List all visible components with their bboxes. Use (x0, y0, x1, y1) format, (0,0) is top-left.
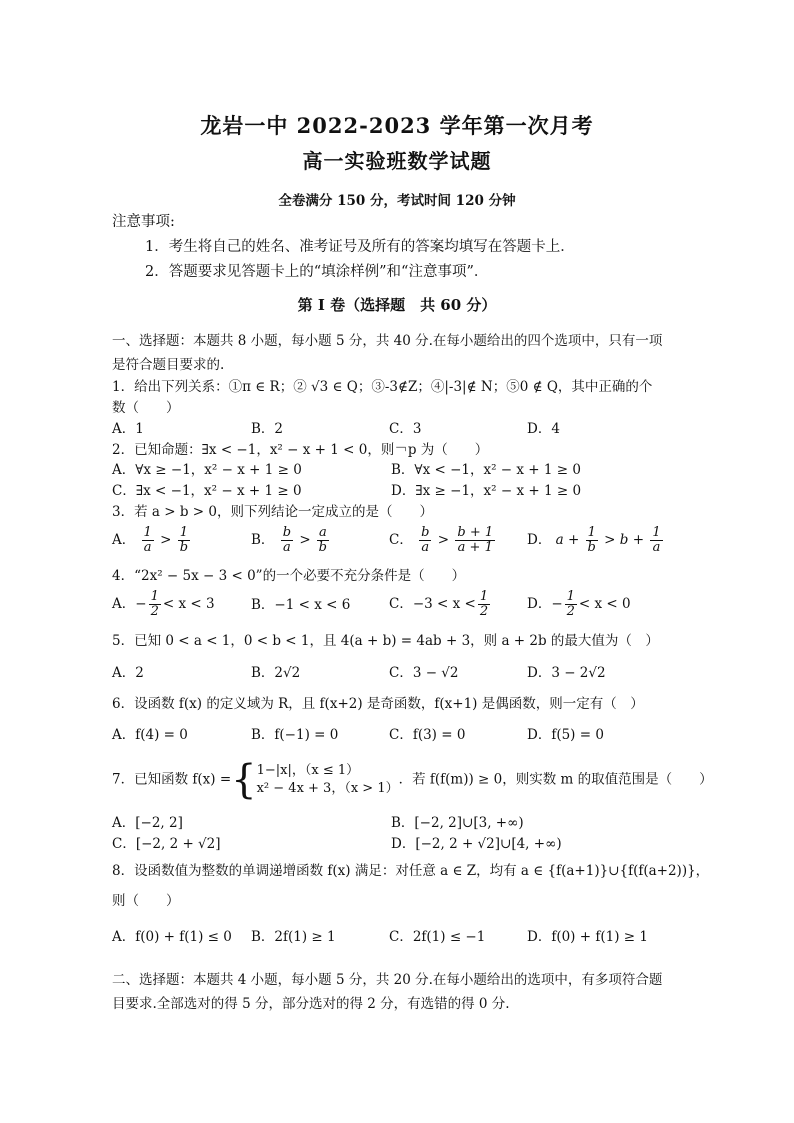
q8-option-b: B．2f(1) ≥ 1 (251, 929, 336, 945)
q6-option-a: A．f(4) = 0 (112, 727, 188, 743)
section1-intro-line2: 是符合题目要求的. (112, 357, 225, 373)
q5-stem: 5．已知 0 < a < 1，0 < b < 1，且 4(a + b) = 4ab + 3，则 a + 2b 的最大值为（ ） (112, 633, 659, 649)
q2-option-a: A．∀x ≥ −1，x² − x + 1 ≥ 0 (112, 462, 302, 478)
q1-option-a: A．1 (112, 421, 144, 437)
section2-intro-line2: 目要求.全部选对的得 5 分，部分选对的得 2 分，有选错的得 0 分. (112, 996, 510, 1012)
q4-option-b: B．−1 < x < 6 (251, 597, 351, 613)
q6-stem: 6．设函数 f(x) 的定义域为 R，且 f(x+2) 是奇函数，f(x+1) 是偶函数，则一定有（ ） (112, 696, 644, 712)
q2-option-d: D．∃x ≥ −1，x² − x + 1 ≥ 0 (391, 483, 582, 499)
q6-option-d: D．f(5) = 0 (527, 727, 604, 743)
notice-heading: 注意事项: (112, 214, 175, 230)
q3-option-d: D． a + $\frac{1}{b}$ > b + $\frac{1}{a}$ (527, 525, 661, 555)
q8-stem-line1: 8．设函数值为整数的单调递增函数 f(x) 满足：对任意 a ∈ Z，均有 a ∈ {f(a+1)}∪{f(f(a+2))}， (112, 863, 710, 879)
q1-option-b: B．2 (251, 421, 284, 437)
q7-option-c: C．[−2, 2 + √2] (112, 836, 221, 852)
q3-option-a: A． $\frac{1}{a}$ > $\frac{1}{b}$ (112, 525, 189, 555)
q8-option-c: C．2f(1) ≤ −1 (389, 929, 486, 945)
exam-subtitle: 高一实验班数学试题 (302, 149, 492, 173)
q3-option-b: B． $\frac{b}{a}$ > $\frac{a}{b}$ (251, 525, 327, 555)
q5-option-d: D．3 − 2√2 (527, 665, 606, 681)
q4-stem: 4．“2x² − 5x − 3 < 0”的一个必要不充分条件是（ ） (112, 568, 466, 584)
q4-option-a: A．− $\frac{1}{2}$ < x < 3 (112, 589, 215, 619)
q8-option-a: A．f(0) + f(1) ≤ 0 (112, 929, 232, 945)
q8-option-d: D．f(0) + f(1) ≥ 1 (527, 929, 648, 945)
section1-intro-line1: 一、选择题：本题共 8 小题，每小题 5 分，共 40 分.在每小题给出的四个选项中，只有一项 (112, 333, 663, 349)
q4-option-d: D．− $\frac{1}{2}$ < x < 0 (527, 589, 631, 619)
section2-intro-line1: 二、选择题：本题共 4 小题，每小题 5 分，共 20 分.在每小题给出的选项中，有多项符合题 (112, 972, 663, 988)
q5-option-c: C．3 − √2 (389, 665, 459, 681)
q4-option-c: C．−3 < x < $\frac{1}{2}$ (389, 589, 489, 619)
q7-option-d: D．[−2, 2 + √2]∪[4, +∞) (391, 836, 562, 852)
q3-stem: 3．若 a > b > 0，则下列结论一定成立的是（ ） (112, 504, 433, 520)
q7-option-b: B．[−2, 2]∪[3, +∞) (391, 815, 524, 831)
notice-item-1: 1．考生将自己的姓名、准考证号及所有的答案均填写在答题卡上． (145, 239, 575, 255)
q1-stem-line1: 1．给出下列关系：①π ∈ R；② √3 ∈ Q；③-3∉Z；④|-3|∉ N；⑤0 ∉ Q，其中正确的个 (112, 379, 653, 395)
notice-item-2: 2．答题要求见答题卡上的“填涂样例”和“注意事项”． (145, 264, 489, 280)
part1-title: 第 I 卷（选择题 共 60 分） (297, 296, 497, 314)
q1-option-d: D．4 (527, 421, 560, 437)
q7-option-a: A．[−2, 2] (112, 815, 183, 831)
q6-option-b: B．f(−1) = 0 (251, 727, 339, 743)
q5-option-a: A．2 (112, 665, 144, 681)
q8-stem-line2: 则（ ） (112, 893, 180, 909)
exam-title: 龙岩一中 2022-2023 学年第一次月考 (200, 113, 594, 138)
q1-option-c: C．3 (389, 421, 422, 437)
q5-option-b: B．2√2 (251, 665, 301, 681)
q2-stem: 2．已知命题：∃x < −1，x² − x + 1 < 0，则￢p 为（ ） (112, 442, 489, 458)
q2-option-c: C．∃x < −1，x² − x + 1 ≥ 0 (112, 483, 302, 499)
q7-stem: 7．已知函数 f(x) ={ 1−|x|，（x ≤ 1） x² − 4x + 3，（x > 1） ．若 f(f(m)) ≥ 0，则实数 m 的取值范围是（ ） (112, 757, 713, 803)
q1-stem-line2: 数（ ） (112, 400, 180, 416)
score-info: 全卷满分 150 分，考试时间 120 分钟 (278, 193, 516, 209)
q2-option-b: B．∀x < −1，x² − x + 1 ≥ 0 (391, 462, 581, 478)
q3-option-c: C． $\frac{b}{a}$ > $\frac{b + 1}{a + 1}$ (389, 525, 494, 555)
q6-option-c: C．f(3) = 0 (389, 727, 466, 743)
